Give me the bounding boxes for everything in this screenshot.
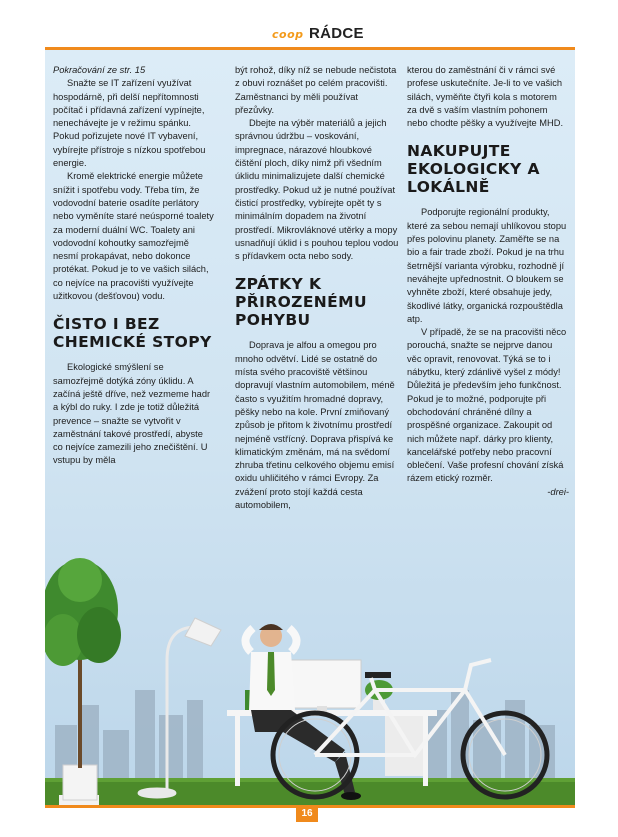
office-illustration bbox=[45, 540, 575, 805]
grass bbox=[45, 780, 575, 805]
column-1 bbox=[53, 64, 215, 468]
paragraph: kterou do zaměstnání či v rámci své profese uskutečníte. Je-li to ve vašich silách, vyměňte čtyři kola s motorem za dvě s vaším vlastním pohonem nebo chodte pěšky a využívejte MHD. bbox=[407, 65, 564, 129]
paragraph: V případě, že se na pracovišti něco porouchá, snažte se nejprve danou věc opravit, renovovat. Týká se to i nábytku, který zdánlivě vyšel z módy! Důležitá je především jeho funkčnost. Pokud je to možné, podporujte při obchodování chráněné dílny a prospěšné organizace. Zakoupit od nich můžete např. dárky pro klienty, kancelářské potřeby nebo pracovní oblečení. Vaše profesní chování získá rázem etický rozměr. bbox=[407, 327, 567, 484]
subheading: ZPÁTKY K PŘIROZENÉMU POHYBU bbox=[235, 275, 367, 330]
page-header bbox=[0, 0, 618, 50]
author-signature: -drei- bbox=[547, 486, 569, 497]
paragraph: Snažte se IT zařízení využívat hospodárně, při delší nepřítomnosti počítač i přídavná zařízení vypínejte, nenechávejte je v režimu spánku. Pokud pořizujete nové IT vybavení, vybírejte přístroje s nízkou spotřebou energie. bbox=[53, 78, 206, 169]
paragraph: Podporujte regionální produkty, které za sebou nemají uhlíkovou stopu přes polovinu planety. Zaměřte se na bio a fair trade zboží. Pokud je na trhu šetrnější varianta výrobku, rozhodně jí neváhejte upřednostnit. O bloukem se vyhněte zboží, které obsahuje jedy, škodlivé látky, organická rozpouštědla atp. bbox=[407, 207, 567, 324]
page-number: 16 bbox=[296, 806, 318, 822]
section-title: RÁDCE bbox=[309, 25, 364, 42]
subheading: NAKUPUJTE EKOLOGICKY A LOKÁLNĚ bbox=[407, 142, 540, 197]
column-2 bbox=[235, 64, 399, 512]
paragraph: Ekologické smýšlení se samozřejmě dotýká zóny úklidu. A začíná ještě dříve, než vezmeme hadr a kýbl do ruky. I zde je totiž důležitá prevence – snažte se vytvořit v zaměstnání takové prostředí, abyste co nejvíce zamezili jeho znečištění. U vstupu by měla bbox=[53, 362, 211, 466]
subheading: ČISTO I BEZ CHEMICKÉ STOPY bbox=[53, 315, 212, 352]
article-panel bbox=[45, 50, 575, 805]
paragraph: být rohož, díky níž se nebude nečistota z obuvi roznášet po celém pracovišti. Zaměstnanci by měli používat přezůvky. bbox=[235, 65, 397, 115]
paragraph: Dbejte na výběr materiálů a jejich správnou údržbu – voskování, impregnace, nárazové hloubkové čištění ploch, díky nimž při všedním úklidu minimalizujete další chemické prostředky. Pokud už je nutné používat čisticí prostředky, vybírejte opět ty s minimálním dopadem na životní prostředí. Mikrovláknové utěrky a mopy usnadňují úklid i s pouhou teplou vodou s přídavkem octa nebo sody. bbox=[235, 118, 399, 262]
continued-note: Pokračování ze str. 15 bbox=[53, 65, 146, 75]
paragraph: Doprava je alfou a omegou pro mnoho odvětví. Lidé se ostatně do místa svého pracoviště většinou dopravují vlastním automobilem, méně často s využitím hromadné dopravy, pěšky nebo na kole. První zmiňovaný způsob je přitom k životnímu prostředí nejméně vstřícný. Doprava přispívá ke klimatickým změnám, má na svědomí zhruba třetinu celkového objemu emisí oxidu uhličitého v rámci Evropy. Za zvážení proto stojí každá cesta automobilem, bbox=[235, 340, 395, 511]
paragraph: Kromě elektrické energie můžete snížit i spotřebu vody. Třeba tím, že vodovodní baterie osadíte perlátory nebo vyměníte staré neúsporné toalety za moderní duální WC. Toalety ani vodovodní kohoutky samozřejmě nesmí prokapávat, nebo dokonce protékat. Pokud je to ve vašich silách, co nejvíce na pracovišti využívejte užitkovou (dešťovou) vodu. bbox=[53, 171, 214, 302]
monitor bbox=[283, 660, 361, 708]
coop-logo: coop bbox=[272, 28, 304, 41]
column-3 bbox=[407, 64, 569, 499]
